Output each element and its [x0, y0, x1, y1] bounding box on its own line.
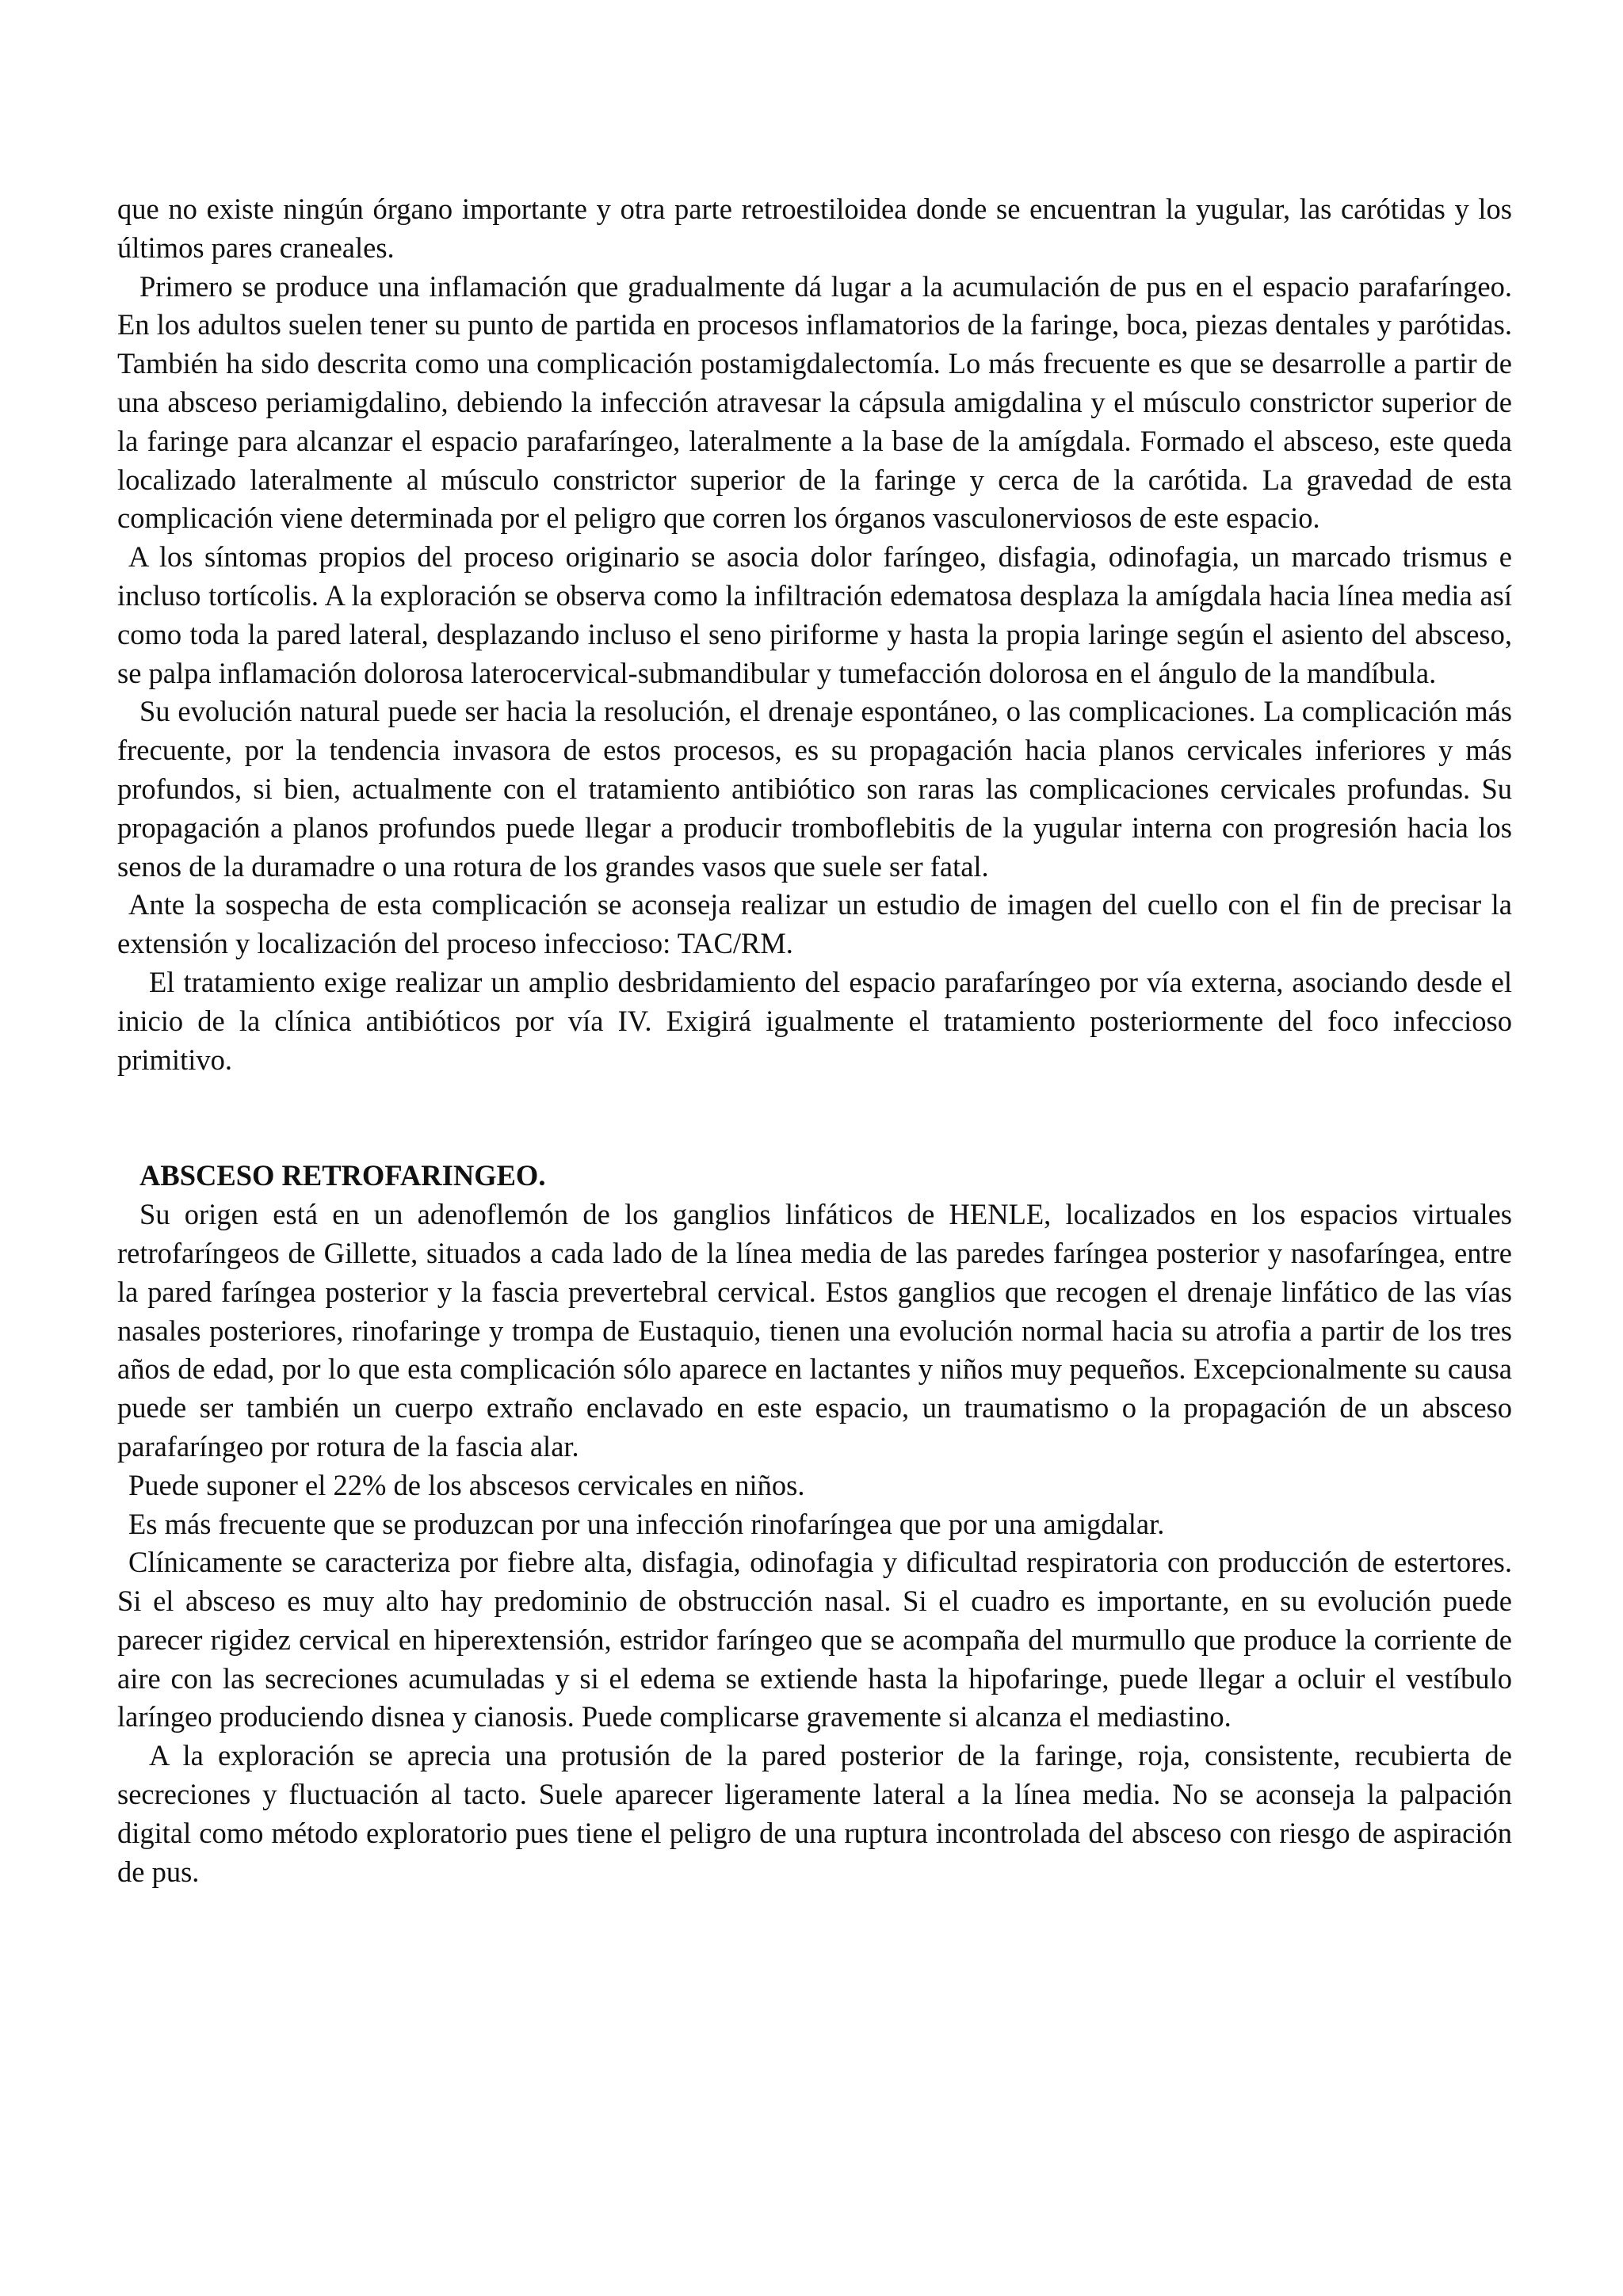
paragraph-continuation: que no existe ningún órgano importante y otra parte retroestiloidea donde se encuentran la yugular, las carótidas y los últimos pares craneales. — [117, 193, 1512, 264]
paragraph-retropharyngeal-cause: Es más frecuente que se produzcan por una infección rinofaríngea que por una amigdalar. — [128, 1507, 1165, 1540]
paragraph-parapharyngeal-imaging: Ante la sospecha de esta complicación se aconseja realizar un estudio de imagen del cuello con el fin de precisar la extensión y localización del proceso infeccioso: TAC/RM. — [117, 888, 1512, 960]
paragraph-retropharyngeal-incidence: Puede suponer el 22% de los abscesos cervicales en niños. — [128, 1468, 805, 1501]
document-body — [117, 190, 1512, 1891]
paragraph-retropharyngeal-exploration: A la exploración se aprecia una protusión de la pared posterior de la faringe, roja, consistente, recubierta de secreciones y fluctuación al tacto. Suele aparecer ligeramente lateral a la línea media. No se aconseja la palpación digital como método exploratorio pues tiene el peligro de una ruptura incontrolada del absceso con riesgo de aspiración de pus. — [117, 1739, 1512, 1888]
paragraph-parapharyngeal-symptoms: A los síntomas propios del proceso originario se asocia dolor faríngeo, disfagia, odinofagia, un marcado trismus e incluso tortícolis. A la exploración se observa como la infiltración edematosa desplaza la amígdala hacia línea media así como toda la pared lateral, desplazando incluso el seno piriforme y hasta la propia laringe según el asiento del absceso, se palpa inflamación dolorosa laterocervical-submandibular y tumefacción dolorosa en el ángulo de la mandíbula. — [117, 540, 1512, 689]
paragraph-retropharyngeal-origin: Su origen está en un adenoflemón de los ganglios linfáticos de HENLE, localizados en los espacios virtuales retrofaríngeos de Gillette, situados a cada lado de la línea media de las paredes faríngea posterior y nasofaríngea, entre la pared faríngea posterior y la fascia prevertebral cervical. Estos ganglios que recogen el drenaje linfático de las vías nasales posteriores, rinofaringe y trompa de Eustaquio, tienen una evolución normal hacia su atrofia a partir de los tres años de edad, por lo que esta complicación sólo aparece en lactantes y niños muy pequeños. Excepcionalmente su causa puede ser también un cuerpo extraño enclavado en este espacio, un traumatismo o la propagación de un absceso parafaríngeo por rotura de la fascia alar. — [117, 1198, 1512, 1463]
section-spacer — [117, 1079, 1512, 1157]
paragraph-parapharyngeal-origin: Primero se produce una inflamación que gradualmente dá lugar a la acumulación de pus en el espacio parafaríngeo. En los adultos suelen tener su punto de partida en procesos inflamatorios de la faringe, boca, piezas dentales y parótidas. También ha sido descrita como una complicación postamigdalectomía. Lo más frecuente es que se desarrolle a partir de una absceso periamigdalino, debiendo la infección atravesar la cápsula amigdalina y el músculo constrictor superior de la faringe para alcanzar el espacio parafaríngeo, lateralmente a la base de la amígdala. Formado el absceso, este queda localizado lateralmente al músculo constrictor superior de la faringe y cerca de la carótida. La gravedad de esta complicación viene determinada por el peligro que corren los órganos vasculonerviosos de este espacio. — [117, 269, 1512, 535]
section-heading-retropharyngeal: ABSCESO RETROFARINGEO. — [139, 1159, 546, 1192]
paragraph-retropharyngeal-clinical: Clínicamente se caracteriza por fiebre alta, disfagia, odinofagia y dificultad respiratoria con producción de estertores. Si el absceso es muy alto hay predominio de obstrucción nasal. Si el cuadro es importante, en su evolución puede parecer rigidez cervical en hiperextensión, estridor faríngeo que se acompaña del murmullo que produce la corriente de aire con las secreciones acumuladas y si el edema se extiende hasta la hipofaringe, puede llegar a ocluir el vestíbulo laríngeo produciendo disnea y cianosis. Puede complicarse gravemente si alcanza el mediastino. — [117, 1546, 1512, 1733]
paragraph-parapharyngeal-treatment: El tratamiento exige realizar un amplio desbridamiento del espacio parafaríngeo por vía externa, asociando desde el inicio de la clínica antibióticos por vía IV. Exigirá igualmente el tratamiento posteriormente del foco infeccioso primitivo. — [117, 965, 1512, 1076]
paragraph-parapharyngeal-evolution: Su evolución natural puede ser hacia la resolución, el drenaje espontáneo, o las complicaciones. La complicación más frecuente, por la tendencia invasora de estos procesos, es su propagación hacia planos cervicales inferiores y más profundos, si bien, actualmente con el tratamiento antibiótico son raras las complicaciones cervicales profundas. Su propagación a planos profundos puede llegar a producir tromboflebitis de la yugular interna con progresión hacia los senos de la duramadre o una rotura de los grandes vasos que suele ser fatal. — [117, 695, 1512, 883]
